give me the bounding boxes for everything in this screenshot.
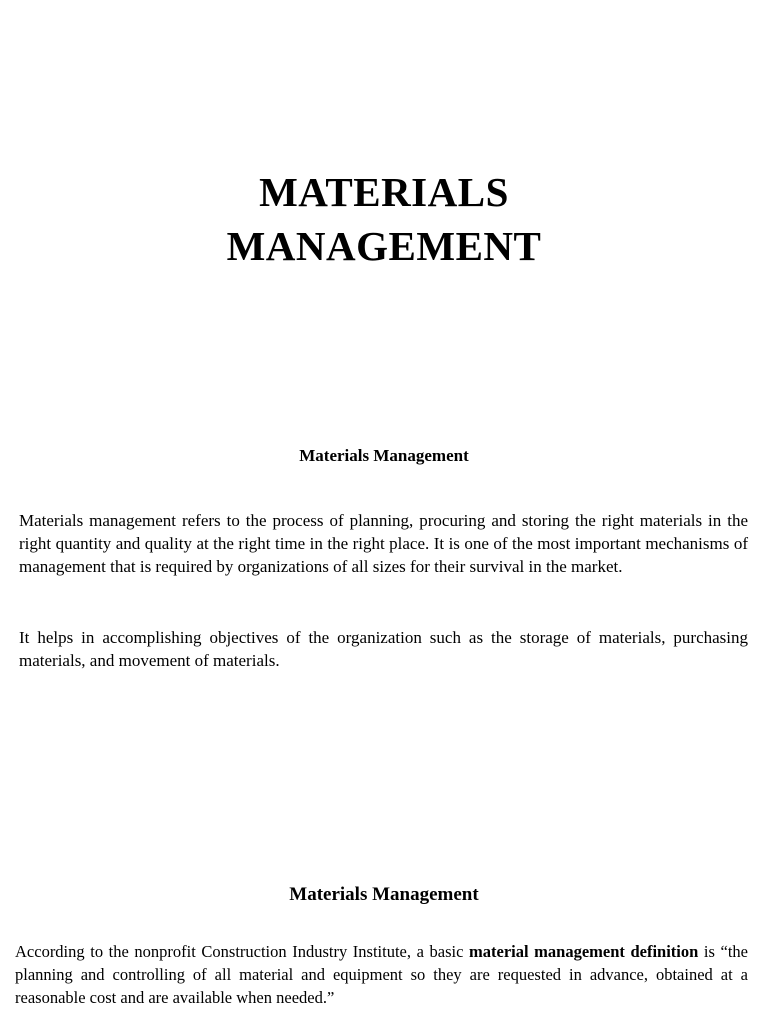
section-heading-1: Materials Management	[299, 446, 469, 465]
title-block	[0, 165, 768, 273]
bold-term: material management definition	[469, 942, 699, 961]
title-line-2: MANAGEMENT	[226, 223, 542, 269]
title-line-1: MATERIALS	[259, 169, 509, 215]
paragraph-quote-text: is “the planning and controlling of all material and equipment so they are requested in advance, obtained at a reasonable cost and are available when needed.”	[15, 942, 748, 1007]
paragraph-intro-text: According to the nonprofit Construction Industry Institute, a basic	[15, 942, 469, 961]
paragraph-cii-definition	[15, 940, 748, 1009]
section-heading-2: Materials Management	[289, 884, 479, 905]
paragraph-definition: Materials management refers to the process of planning, procuring and storing the right materials in the right quantity and quality at the right time in the right place. It is one of the most important mechanisms of management that is required by organizations of all sizes for their survival in the market.	[19, 511, 748, 576]
paragraph-objectives: It helps in accomplishing objectives of the organization such as the storage of materials, purchasing materials, and movement of materials.	[19, 628, 748, 670]
